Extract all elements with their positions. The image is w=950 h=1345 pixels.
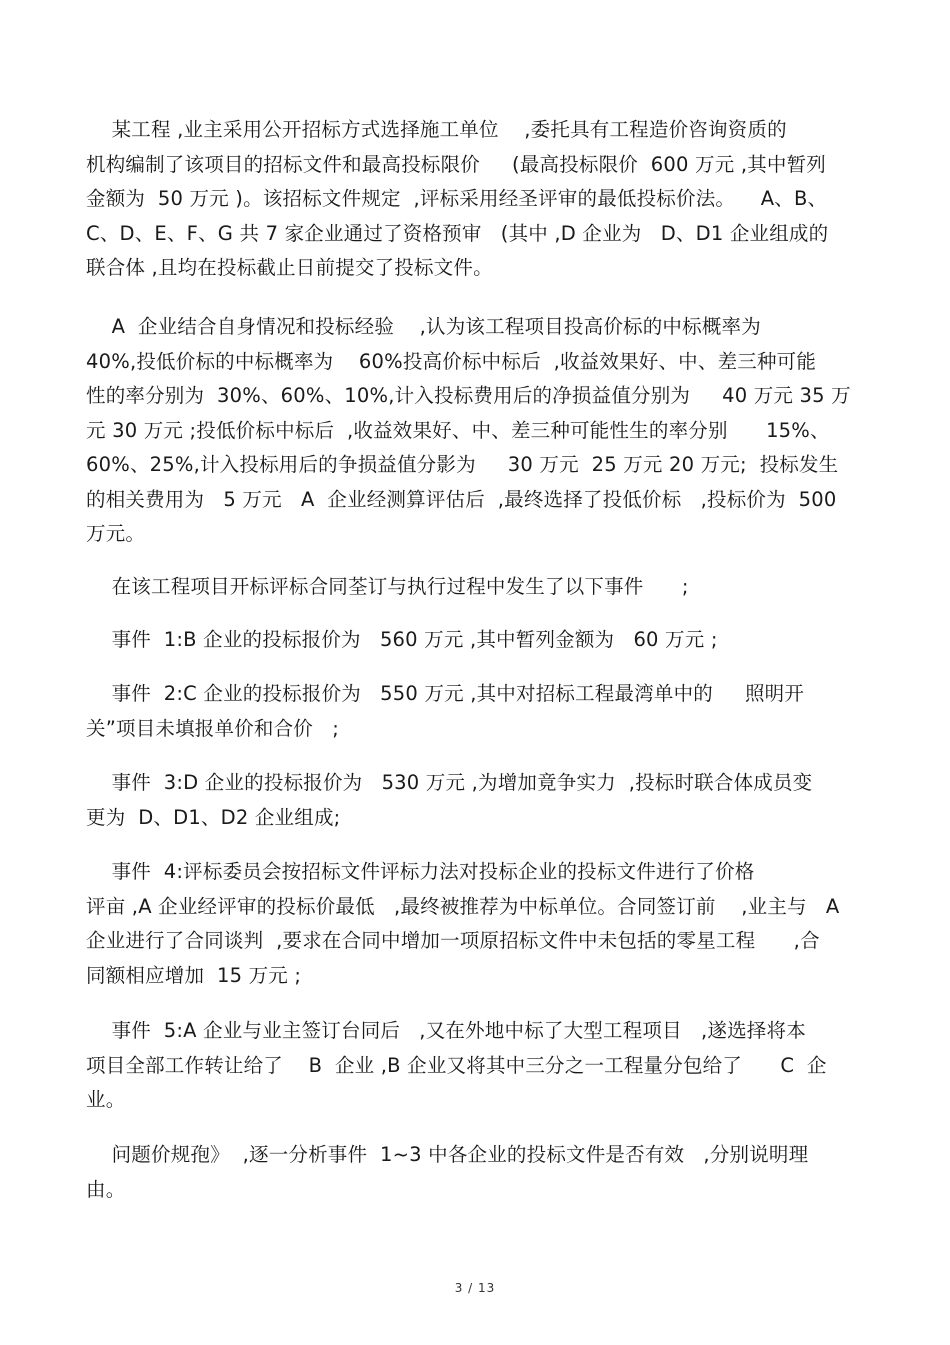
text-line: 性的率分别为 30%、60%、10%,计入投标费用后的净损益值分别为 40 万元 35 万: [86, 384, 851, 407]
paragraph: [86, 570, 872, 605]
text-line: 机构编制了该项目的招标文件和最高投标限价 (最高投标限价 600 万元 ,其中暂列: [86, 152, 827, 176]
text-line: 事件 3:D 企业的投标报价为 530 万元 ,为增加竟争实力 ,投标时联合体成员变: [86, 771, 813, 794]
paragraph: [86, 1014, 872, 1118]
text-line: 事件 2:C 企业的投标报价为 550 万元 ,其中对招标工程最湾单中的 照明开: [86, 682, 805, 705]
text-line: 某工程 ,业主采用公开招标方式选择施工单位 ,委托具有工程造价咨询资质的: [86, 118, 787, 141]
text-line: 问题价规孢》 ,逐一分析事件 1~3 中各企业的投标文件是否有效 ,分别说明理: [86, 1143, 809, 1166]
text-line: 关”项目未填报单价和合价 ;: [86, 716, 339, 740]
paragraph: [86, 310, 872, 552]
text-line: 40%,投低价标的中标概率为 60%投高价标中标后 ,收益效果好、中、差三种可能: [86, 349, 817, 373]
text-line: 评亩 ,A 企业经评审的投标价最低 ,最终被推荐为中标单位。合同签订前 ,业主与 A: [86, 894, 840, 918]
text-line: 万元。: [86, 522, 146, 545]
text-line: 联合体 ,且均在投标截止日前提交了投标文件。: [86, 256, 493, 279]
text-line: 企业进行了合同谈判 ,要求在合同中增加一项原招标文件中未包括的零星工程 ,合: [86, 929, 820, 952]
text-line: 金额为 50 万元 )。该招标文件规定 ,评标采用经圣评审的最低投标价法。 A、B、: [86, 187, 828, 210]
paragraph: [86, 1138, 872, 1207]
page-number: 3 / 13: [454, 1281, 496, 1295]
paragraph: [86, 113, 872, 286]
text-line: 在该工程项目开标评标合同荃订与执行过程中发生了以下事件 ;: [86, 575, 689, 598]
text-line: 项目全部工作转让给了 B 企业 ,B 企业又将其中三分之一工程量分包给了 C 企: [86, 1053, 827, 1077]
text-line: A 企业结合自身情况和投标经验 ,认为该工程项目投高价标的中标概率为: [86, 315, 761, 338]
text-line: 更为 D、D1、D2 企业组成;: [86, 805, 341, 829]
text-line: 事件 1:B 企业的投标报价为 560 万元 ,其中暂列金额为 60 万元 ;: [86, 628, 718, 651]
text-line: 事件 5:A 企业与业主签订台同后 ,又在外地中标了大型工程项目 ,遂选择将本: [86, 1019, 806, 1042]
text-line: 同额相应增加 15 万元 ;: [86, 963, 302, 987]
text-line: 的相关费用为 5 万元 A 企业经测算评估后 ,最终选择了投低价标 ,投标价为 500: [86, 487, 837, 511]
text-line: 由。: [86, 1177, 126, 1201]
text-line: 60%、25%,计入投标用后的争损益值分影为 30 万元 25 万元 20 万元; 投标发生: [86, 453, 839, 476]
paragraph: [86, 855, 872, 993]
paragraph: [86, 677, 872, 746]
text-line: 业。: [86, 1088, 126, 1111]
text-line: 元 30 万元 ;投低价标中标后 ,收益效果好、中、差三种可能性生的率分别 15%、: [86, 418, 830, 442]
paragraph: [86, 623, 872, 658]
paragraph: [86, 766, 872, 835]
text-line: 事件 4:评标委员会按招标文件评标力法对投标企业的投标文件进行了价格: [86, 860, 755, 883]
text-line: C、D、E、F、G 共 7 家企业通过了资格预审 (其中 ,D 企业为 D、D1 企业组成的: [86, 221, 829, 245]
